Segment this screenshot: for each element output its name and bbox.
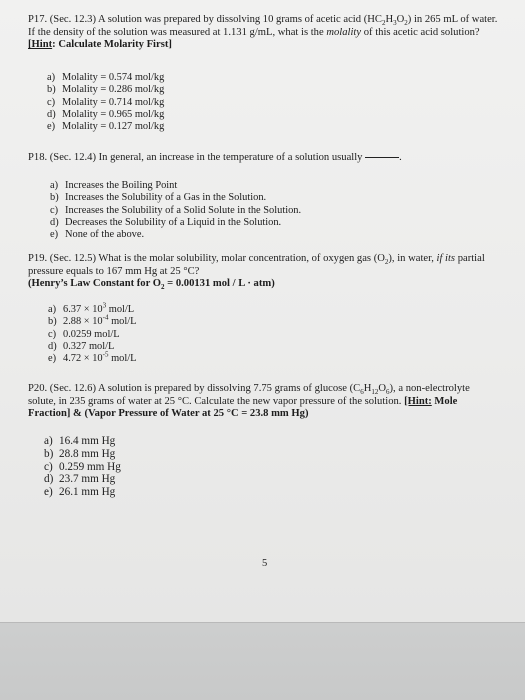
p18-stem-text: P18. (Sec. 12.4) In general, an increase in the temperature of a solution usually bbox=[28, 152, 363, 163]
question-p20 bbox=[28, 383, 498, 421]
option-letter: c) bbox=[50, 204, 59, 216]
p20-hint-label: [Hint: bbox=[404, 395, 432, 407]
question-p18-stem bbox=[28, 152, 498, 165]
p17-hint-label: [Hint bbox=[28, 39, 53, 50]
option-text: Molality = 0.127 mol/kg bbox=[62, 121, 165, 133]
answer-option bbox=[47, 84, 164, 96]
option-text: Increases the Boiling Point bbox=[65, 180, 178, 191]
p17-stem-emphasis: molality bbox=[326, 26, 362, 38]
p17-sub: 3 bbox=[393, 19, 397, 28]
answer-option bbox=[47, 72, 164, 84]
option-letter: b) bbox=[47, 84, 56, 96]
p20-sub: 6 bbox=[386, 388, 390, 397]
question-p19 bbox=[28, 253, 498, 291]
p17-stem-part: ) in 265 mL of water. If the density of the solution was measured at 1.131 g/mL, what is the bbox=[28, 14, 498, 38]
option-text: 23.7 mm Hg bbox=[59, 473, 116, 486]
option-text: None of the above. bbox=[65, 229, 145, 241]
answer-option bbox=[48, 313, 137, 328]
question-p17-stem bbox=[28, 14, 498, 52]
option-value: 0.327 mol/L bbox=[63, 340, 115, 352]
p17-stem-part: P17. (Sec. 12.3) A solution was prepared by dissolving 10 grams of acetic acid (HC bbox=[28, 14, 382, 25]
option-letter: d) bbox=[48, 340, 57, 352]
p17-stem-part: of this acetic acid solution? bbox=[361, 26, 480, 38]
answer-option bbox=[44, 473, 121, 486]
option-letter: b) bbox=[44, 447, 54, 460]
answer-option bbox=[47, 121, 164, 133]
p18-answer-blank bbox=[365, 157, 399, 158]
p19-constant-label: (Henry’s Law Constant for O bbox=[28, 278, 162, 289]
option-letter: c) bbox=[44, 460, 53, 473]
question-p19-stem bbox=[28, 253, 498, 291]
answer-option bbox=[50, 229, 301, 241]
answer-option bbox=[48, 341, 136, 353]
option-text: 0.259 mm Hg bbox=[59, 460, 121, 473]
option-value: 0.0259 mol/L bbox=[63, 328, 120, 340]
option-text: 26.1 mm Hg bbox=[59, 486, 116, 499]
p19-sub: 2 bbox=[161, 283, 165, 292]
p19-stem-emphasis: if its bbox=[436, 253, 456, 264]
p19-stem-part: ), in water, bbox=[388, 253, 437, 264]
option-exponent: -5 bbox=[102, 350, 109, 359]
option-value: 2.88 × 10 bbox=[63, 316, 103, 328]
p20-stem-part: O bbox=[378, 383, 387, 394]
option-letter: d) bbox=[47, 108, 56, 120]
answer-option bbox=[44, 435, 121, 448]
page-number: 5 bbox=[262, 558, 268, 569]
p18-stem-end: . bbox=[399, 152, 402, 163]
p19-stem-part: P19. (Sec. 12.5) What is the molar solubility, molar concentration, of oxygen gas (O bbox=[28, 253, 385, 264]
option-value: 4.72 × 10 bbox=[63, 353, 103, 365]
option-text: Decreases the Solubility of a Liquid in the Solution. bbox=[65, 216, 282, 228]
option-text: Molality = 0.574 mol/kg bbox=[62, 72, 165, 83]
page-edge bbox=[0, 622, 525, 623]
option-letter: e) bbox=[50, 229, 59, 241]
p20-sub: 6 bbox=[360, 388, 364, 397]
answer-option bbox=[48, 329, 136, 341]
answer-option bbox=[48, 350, 137, 365]
p20-stem-part: H bbox=[363, 383, 372, 394]
option-exponent: 3 bbox=[102, 301, 107, 310]
question-p20-stem bbox=[28, 383, 498, 421]
option-text: Increases the Solubility of a Gas in the Solution. bbox=[65, 192, 267, 204]
answer-option bbox=[50, 205, 301, 217]
answer-option bbox=[44, 448, 121, 461]
p17-hint-text: : Calculate Molarity First] bbox=[52, 39, 172, 50]
option-text: Increases the Solubility of a Solid Solute in the Solution. bbox=[65, 204, 302, 216]
question-p18 bbox=[28, 152, 498, 165]
option-letter: a) bbox=[44, 435, 53, 447]
option-letter: e) bbox=[47, 121, 56, 133]
option-text: Molality = 0.286 mol/kg bbox=[62, 84, 165, 96]
answer-option bbox=[50, 180, 301, 192]
option-letter: e) bbox=[48, 353, 57, 365]
option-text: 28.8 mm Hg bbox=[59, 447, 116, 460]
option-letter: d) bbox=[50, 216, 59, 228]
p17-stem-part: O bbox=[396, 14, 405, 25]
option-letter: b) bbox=[50, 192, 59, 204]
option-text: Molality = 0.965 mol/kg bbox=[62, 108, 165, 120]
option-exponent: -4 bbox=[102, 313, 109, 322]
option-letter: a) bbox=[50, 180, 59, 191]
option-unit: mol/L bbox=[108, 316, 137, 328]
p20-hint-text: Mole Fraction] & (Vapor Pressure of Water at 25 °C = 23.8 mm Hg) bbox=[28, 395, 458, 419]
p19-options bbox=[48, 301, 137, 365]
p17-sub: 2 bbox=[404, 19, 408, 28]
question-p17 bbox=[28, 14, 498, 52]
answer-option bbox=[44, 486, 121, 499]
p20-stem-part: P20. (Sec. 12.6) A solution is prepared by dissolving 7.75 grams of glucose (C bbox=[28, 383, 361, 394]
option-unit: mol/L bbox=[108, 353, 137, 365]
option-value: 6.37 × 10 bbox=[63, 304, 103, 315]
option-letter: a) bbox=[47, 72, 56, 83]
option-text: Molality = 0.714 mol/kg bbox=[62, 96, 165, 108]
p17-sub: 2 bbox=[381, 19, 386, 28]
answer-option bbox=[44, 461, 121, 474]
p17-options bbox=[47, 72, 164, 133]
option-text: 16.4 mm Hg bbox=[59, 435, 116, 447]
answer-option bbox=[50, 192, 301, 204]
option-letter: d) bbox=[44, 473, 54, 486]
answer-option bbox=[48, 301, 136, 316]
option-letter: c) bbox=[48, 328, 57, 340]
option-letter: b) bbox=[48, 316, 57, 328]
p19-sub: 2 bbox=[384, 258, 389, 267]
p19-constant-value: = 0.00131 mol / L · atm) bbox=[164, 278, 275, 289]
p18-options bbox=[50, 180, 301, 241]
option-letter: e) bbox=[44, 486, 53, 499]
p17-stem-part: H bbox=[385, 14, 394, 25]
option-unit: mol/L bbox=[106, 304, 135, 315]
answer-option bbox=[47, 97, 164, 109]
option-letter: c) bbox=[47, 96, 56, 108]
p19-stem-part: partial pressure equals to 167 mm Hg at 25 °C? bbox=[28, 253, 485, 277]
answer-option bbox=[50, 217, 301, 229]
answer-option bbox=[47, 109, 164, 121]
p20-stem-part: ), a non-electrolyte solute, in 235 grams of water at 25 °C. Calculate the new vapor pressure of the solution. bbox=[28, 383, 470, 407]
option-letter: a) bbox=[48, 304, 57, 315]
p20-options bbox=[44, 435, 121, 499]
p20-sub: 12 bbox=[371, 388, 379, 397]
